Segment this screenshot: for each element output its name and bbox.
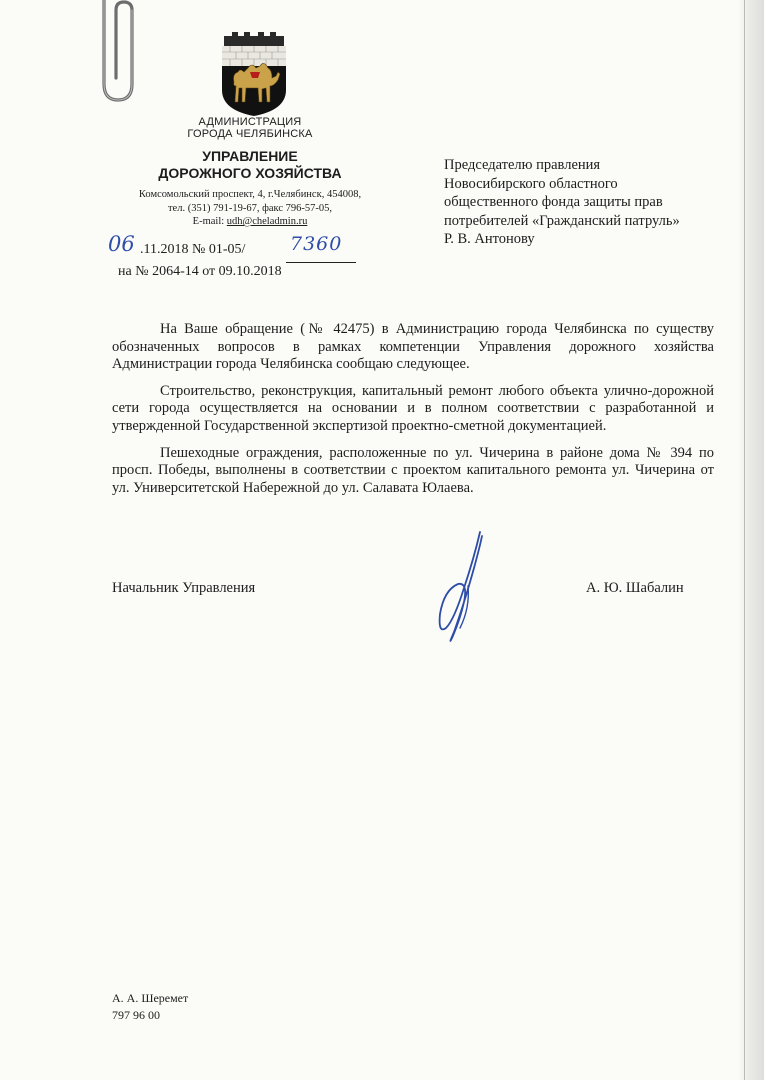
executor-name: А. А. Шеремет — [112, 991, 189, 1005]
signatory-title: Начальник Управления — [112, 580, 256, 596]
addressee-line: Председателю правления — [444, 157, 601, 173]
addressee-line: общественного фонда защиты прав — [444, 194, 663, 210]
email-link[interactable]: udh@cheladmin.ru — [226, 216, 308, 227]
incoming-reference: на № 2064-14 от 09.10.2018 — [118, 264, 282, 279]
paper-clip-icon — [90, 0, 146, 112]
signature-scribble — [424, 528, 494, 648]
email-label: E-mail: — [192, 216, 227, 227]
addressee-line: Новосибирского областного — [444, 175, 618, 192]
phone-line: тел. (351) 791-19-67, факс 796-57-05, — [167, 202, 333, 214]
department-line-1: УПРАВЛЕНИЕ — [202, 148, 298, 164]
department-line-2: ДОРОЖНОГО ХОЗЯЙСТВА — [158, 165, 342, 181]
body-paragraph: Строительство, реконструкция, капитальный ремонт любого объекта улично-дорожной сети города осуществляется на основании и в полном соответствии с разработанной и утвержденной Государственной экспертизой проектно-сметной документацией. — [112, 382, 714, 434]
signatory-name: А. Ю. Шабалин — [586, 580, 684, 596]
executor-block — [112, 990, 188, 1024]
page-edge-line — [744, 0, 745, 1080]
coat-of-arms-icon — [220, 32, 288, 118]
outgoing-reference — [108, 232, 368, 279]
addressee-line: Р. В. Антонову — [444, 231, 535, 247]
email-line — [100, 215, 400, 229]
admin-line-2: ГОРОДА ЧЕЛЯБИНСКА — [187, 128, 313, 140]
number-underline — [286, 262, 356, 263]
body-paragraph: На Ваше обращение (№ 42475) в Администрацию города Челябинска по существу обозначенных вопросов в рамках компетенции Управления дорожного хозяйства Администрации города Челябинска сообщаю следующее. — [112, 321, 714, 373]
address-line: Комсомольский проспект, 4, г.Челябинск, 454008, — [138, 189, 362, 200]
handwritten-number: 7360 — [290, 233, 343, 255]
executor-phone: 797 96 00 — [112, 1008, 160, 1022]
outgoing-date-prefix: .11.2018 № 01-05/ — [140, 242, 246, 257]
contact-block — [100, 188, 400, 229]
handwritten-day: 06 — [108, 232, 135, 256]
page-edge-shadow — [738, 0, 764, 1080]
outgoing-number-row — [108, 232, 368, 260]
addressee-line: потребителей «Гражданский патруль» — [444, 212, 680, 229]
letter-body — [112, 321, 714, 506]
letterhead — [100, 116, 400, 229]
admin-line-1: АДМИНИСТРАЦИЯ — [198, 116, 302, 128]
body-paragraph: Пешеходные ограждения, расположенные по ул. Чичерина в районе дома № 394 по просп. Победы, выполнены в соответствии с проектом капитального ремонта ул. Чичерина от ул. Университетской Набережной до ул. Салавата Юлаева. — [112, 444, 714, 496]
addressee-block — [444, 156, 734, 249]
